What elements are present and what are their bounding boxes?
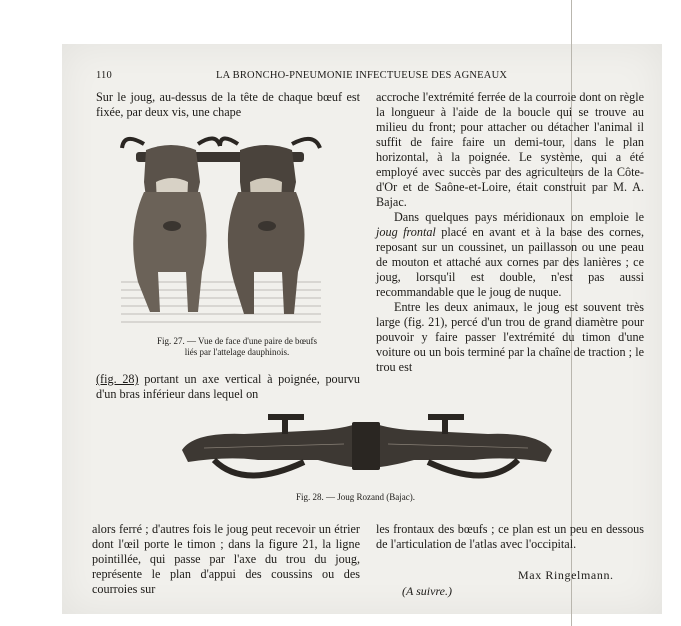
paragraph-right-2-end: placé en avant et à la base des cornes, reposant sur un coussinet, un paillasson ou une peau de mouton et attaché aux cornes par des lanières ; ce joug, lorsqu'il est double, n'est pas aussi recommandable que le joug de nuque. [376, 225, 644, 299]
paragraph-right-bottom: les frontaux des bœufs ; ce plan est un peu en dessous de l'articulation de l'atlas avec l'occipital. [376, 522, 644, 551]
term-joug-frontal: joug frontal [376, 225, 436, 239]
paragraph-right-2 [376, 210, 644, 300]
column-right-bottom [376, 522, 644, 552]
figure-28-yoke-illustration [174, 410, 558, 492]
paragraph-right-2-start: Dans quelques pays méridionaux on emploie le [394, 210, 644, 224]
paragraph-left-middle [96, 372, 360, 402]
to-be-continued-note: (A suivre.) [402, 584, 452, 598]
figure-27-caption [126, 336, 348, 358]
figure-27-oxen-illustration [116, 122, 326, 334]
column-left-middle [96, 372, 360, 402]
paragraph-left-bottom: alors ferré ; d'autres fois le joug peut recevoir un étrier dont l'œil porte le timon ; dans la figure 21, la ligne pointillée, qui passe par l'axe du trou du joug, représente le plan d'appui des coussins ou des courroies sur [92, 522, 360, 596]
paragraph-right-1: accroche l'extrémité ferrée de la courroie dont on règle la longueur à l'aide de la boucle qui se trouve au milieu du front; pour attacher ou détacher l'animal il suffit de faire faire un demi-tour, dans le plan horizontal, à la poignée. Le système, qui a été employé avec succès par des agriculteurs de la Côte-d'Or et de Saône-et-Loire, était construit par M. A. Bajac. [376, 90, 644, 209]
author-signature: Max Ringelmann. [518, 568, 614, 582]
column-right-top [376, 90, 644, 375]
running-title: LA BRONCHO-PNEUMONIE INFECTUEUSE DES AGNEAUX [216, 70, 508, 81]
page-number: 110 [96, 70, 112, 81]
figure-27-caption-line2: liés par l'attelage dauphinois. [184, 347, 290, 357]
paragraph-left-top: Sur le joug, au-dessus de la tête de chaque bœuf est fixée, par deux vis, une chape [96, 90, 360, 119]
paragraph-left-middle-text: portant un axe vertical à poignée, pourvu d'un bras inférieur dans lequel on [96, 372, 360, 401]
column-left-top [96, 90, 360, 120]
column-left-bottom [92, 522, 360, 597]
figure-27-caption-line1: Fig. 27. — Vue de face d'une paire de bœufs [156, 336, 318, 346]
figure-28-caption: Fig. 28. — Joug Rozand (Bajac). [296, 492, 415, 502]
figure-28-reference: (fig. 28) [96, 372, 139, 386]
paragraph-right-3: Entre les deux animaux, le joug est souvent très large (fig. 21), percé d'un trou de grand diamètre pour pouvoir y faire passer l'extrémité du timon d'une voiture ou un bois terminé par la chaîne de traction ; le trou est [376, 300, 644, 374]
